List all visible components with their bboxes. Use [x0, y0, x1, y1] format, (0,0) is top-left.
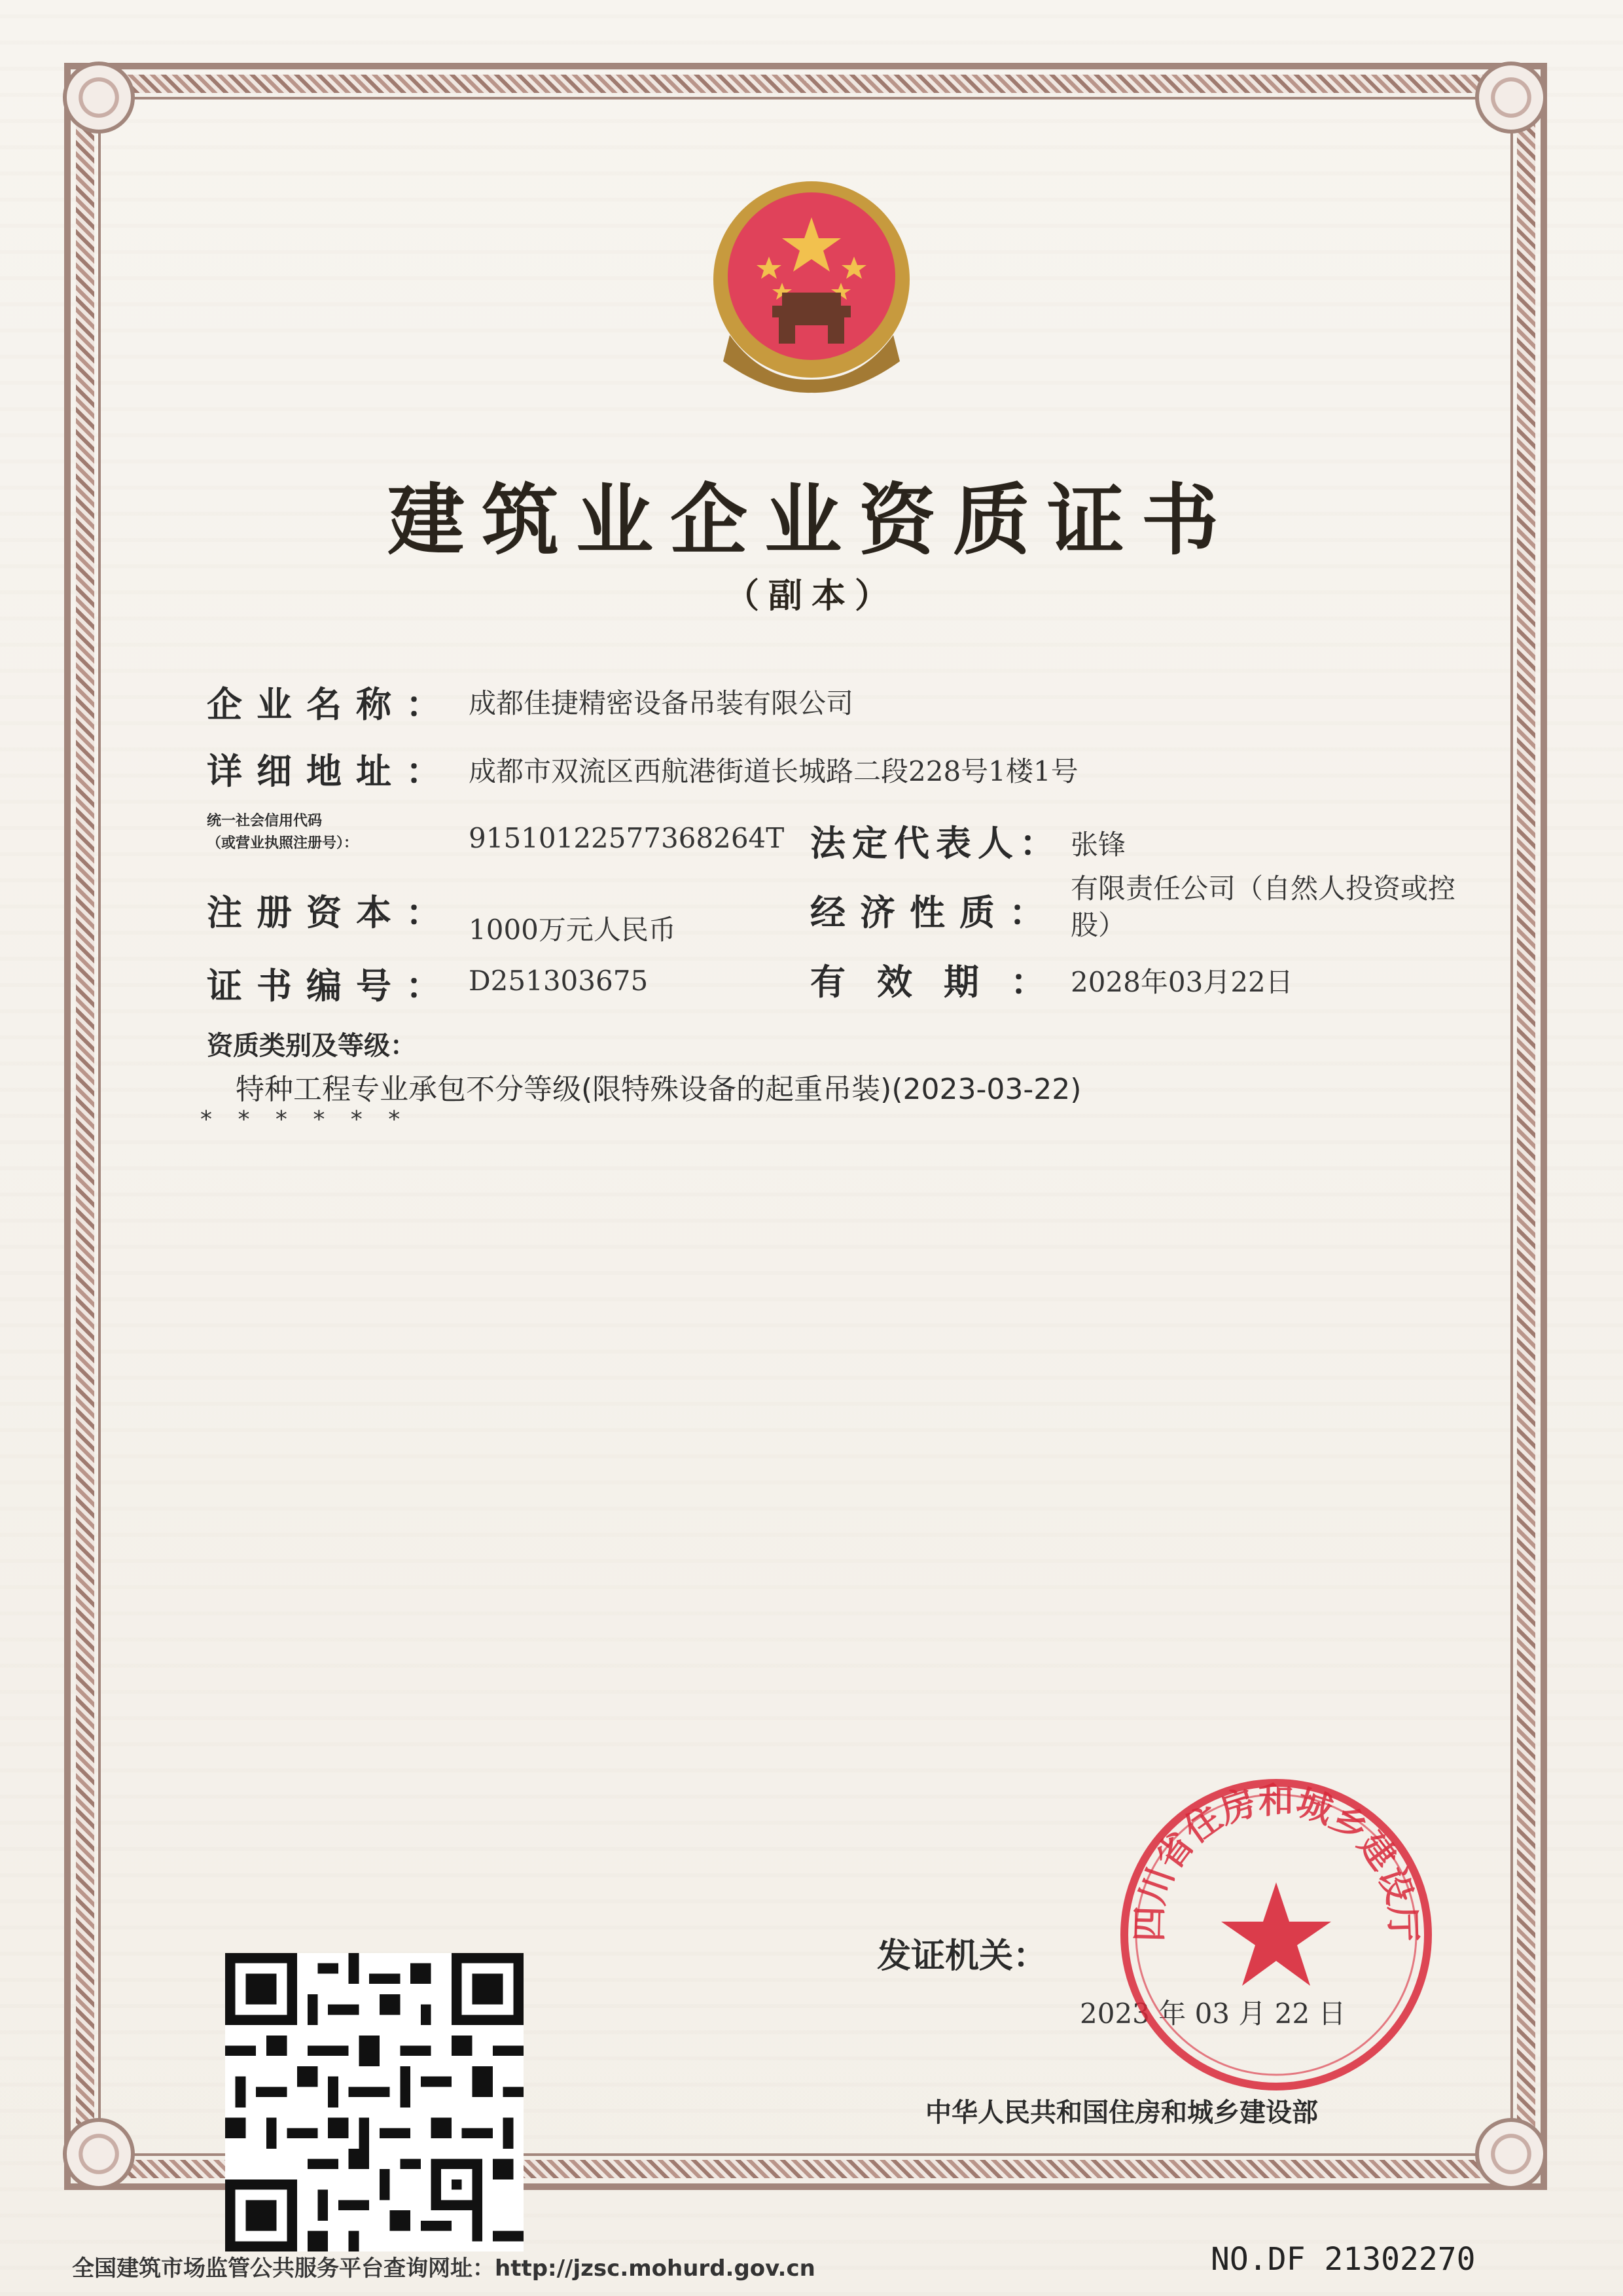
- certificate-serial: NO.DF 21302270: [1211, 2241, 1476, 2278]
- official-seal-icon: [1113, 1771, 1440, 2098]
- svg-text:四川省住房和城乡建设厅: 四川省住房和城乡建设厅: [1128, 1779, 1425, 1943]
- corner-ornament-icon: [1475, 2118, 1547, 2190]
- company-name-label: 企业名称：: [207, 684, 455, 725]
- legal-rep-value: 张锋: [1071, 829, 1126, 861]
- nature-value: 有限责任公司（自然人投资或控股）: [1071, 872, 1456, 941]
- company-name-value: 成都佳捷精密设备吊装有限公司: [469, 687, 854, 719]
- capital-value: 1000万元人民币: [469, 914, 676, 946]
- address-value: 成都市双流区西航港街道长城路二段228号1楼1号: [469, 755, 1079, 787]
- capital-label: 注册资本：: [207, 892, 455, 933]
- corner-ornament-icon: [63, 2118, 135, 2190]
- credit-code-value: 91510122577368264T: [469, 822, 785, 854]
- nature-label: 经济性质：: [810, 892, 1059, 933]
- address-label: 详细地址：: [207, 751, 455, 792]
- cert-no-label: 证书编号：: [207, 965, 455, 1007]
- issuer-label: 发证机关：: [877, 1937, 1048, 1976]
- national-emblem-icon: [704, 171, 919, 394]
- corner-ornament-icon: [63, 62, 135, 134]
- cert-no-value: D251303675: [469, 965, 649, 997]
- query-url: 全国建筑市场监管公共服务平台查询网址：http://jzsc.mohurd.gov.cn: [72, 2255, 815, 2282]
- ministry-name: 中华人民共和国住房和城乡建设部: [925, 2098, 1318, 2128]
- qualification-value: 特种工程专业承包不分等级(限特殊设备的起重吊装)(2023-03-22): [236, 1073, 1082, 1106]
- validity-value: 2028年03月22日: [1071, 966, 1293, 998]
- certificate-subtitle: （副本）: [724, 577, 898, 616]
- issue-date: 2023 年 03 月 22 日: [1080, 1998, 1346, 2030]
- qualification-label: 资质类别及等级：: [207, 1031, 416, 1061]
- credit-code-label-line2: （或营业执照注册号）：: [207, 835, 359, 852]
- credit-code-label-line1: 统一社会信用代码: [207, 813, 323, 829]
- qr-code-icon: [225, 1953, 524, 2251]
- qualification-end-stars: * * * * * *: [200, 1106, 410, 1133]
- validity-label: 有效期：: [810, 961, 1077, 1003]
- corner-ornament-icon: [1475, 62, 1547, 134]
- certificate-title: 建筑业企业资质证书: [387, 475, 1236, 565]
- legal-rep-label: 法定代表人：: [810, 823, 1061, 864]
